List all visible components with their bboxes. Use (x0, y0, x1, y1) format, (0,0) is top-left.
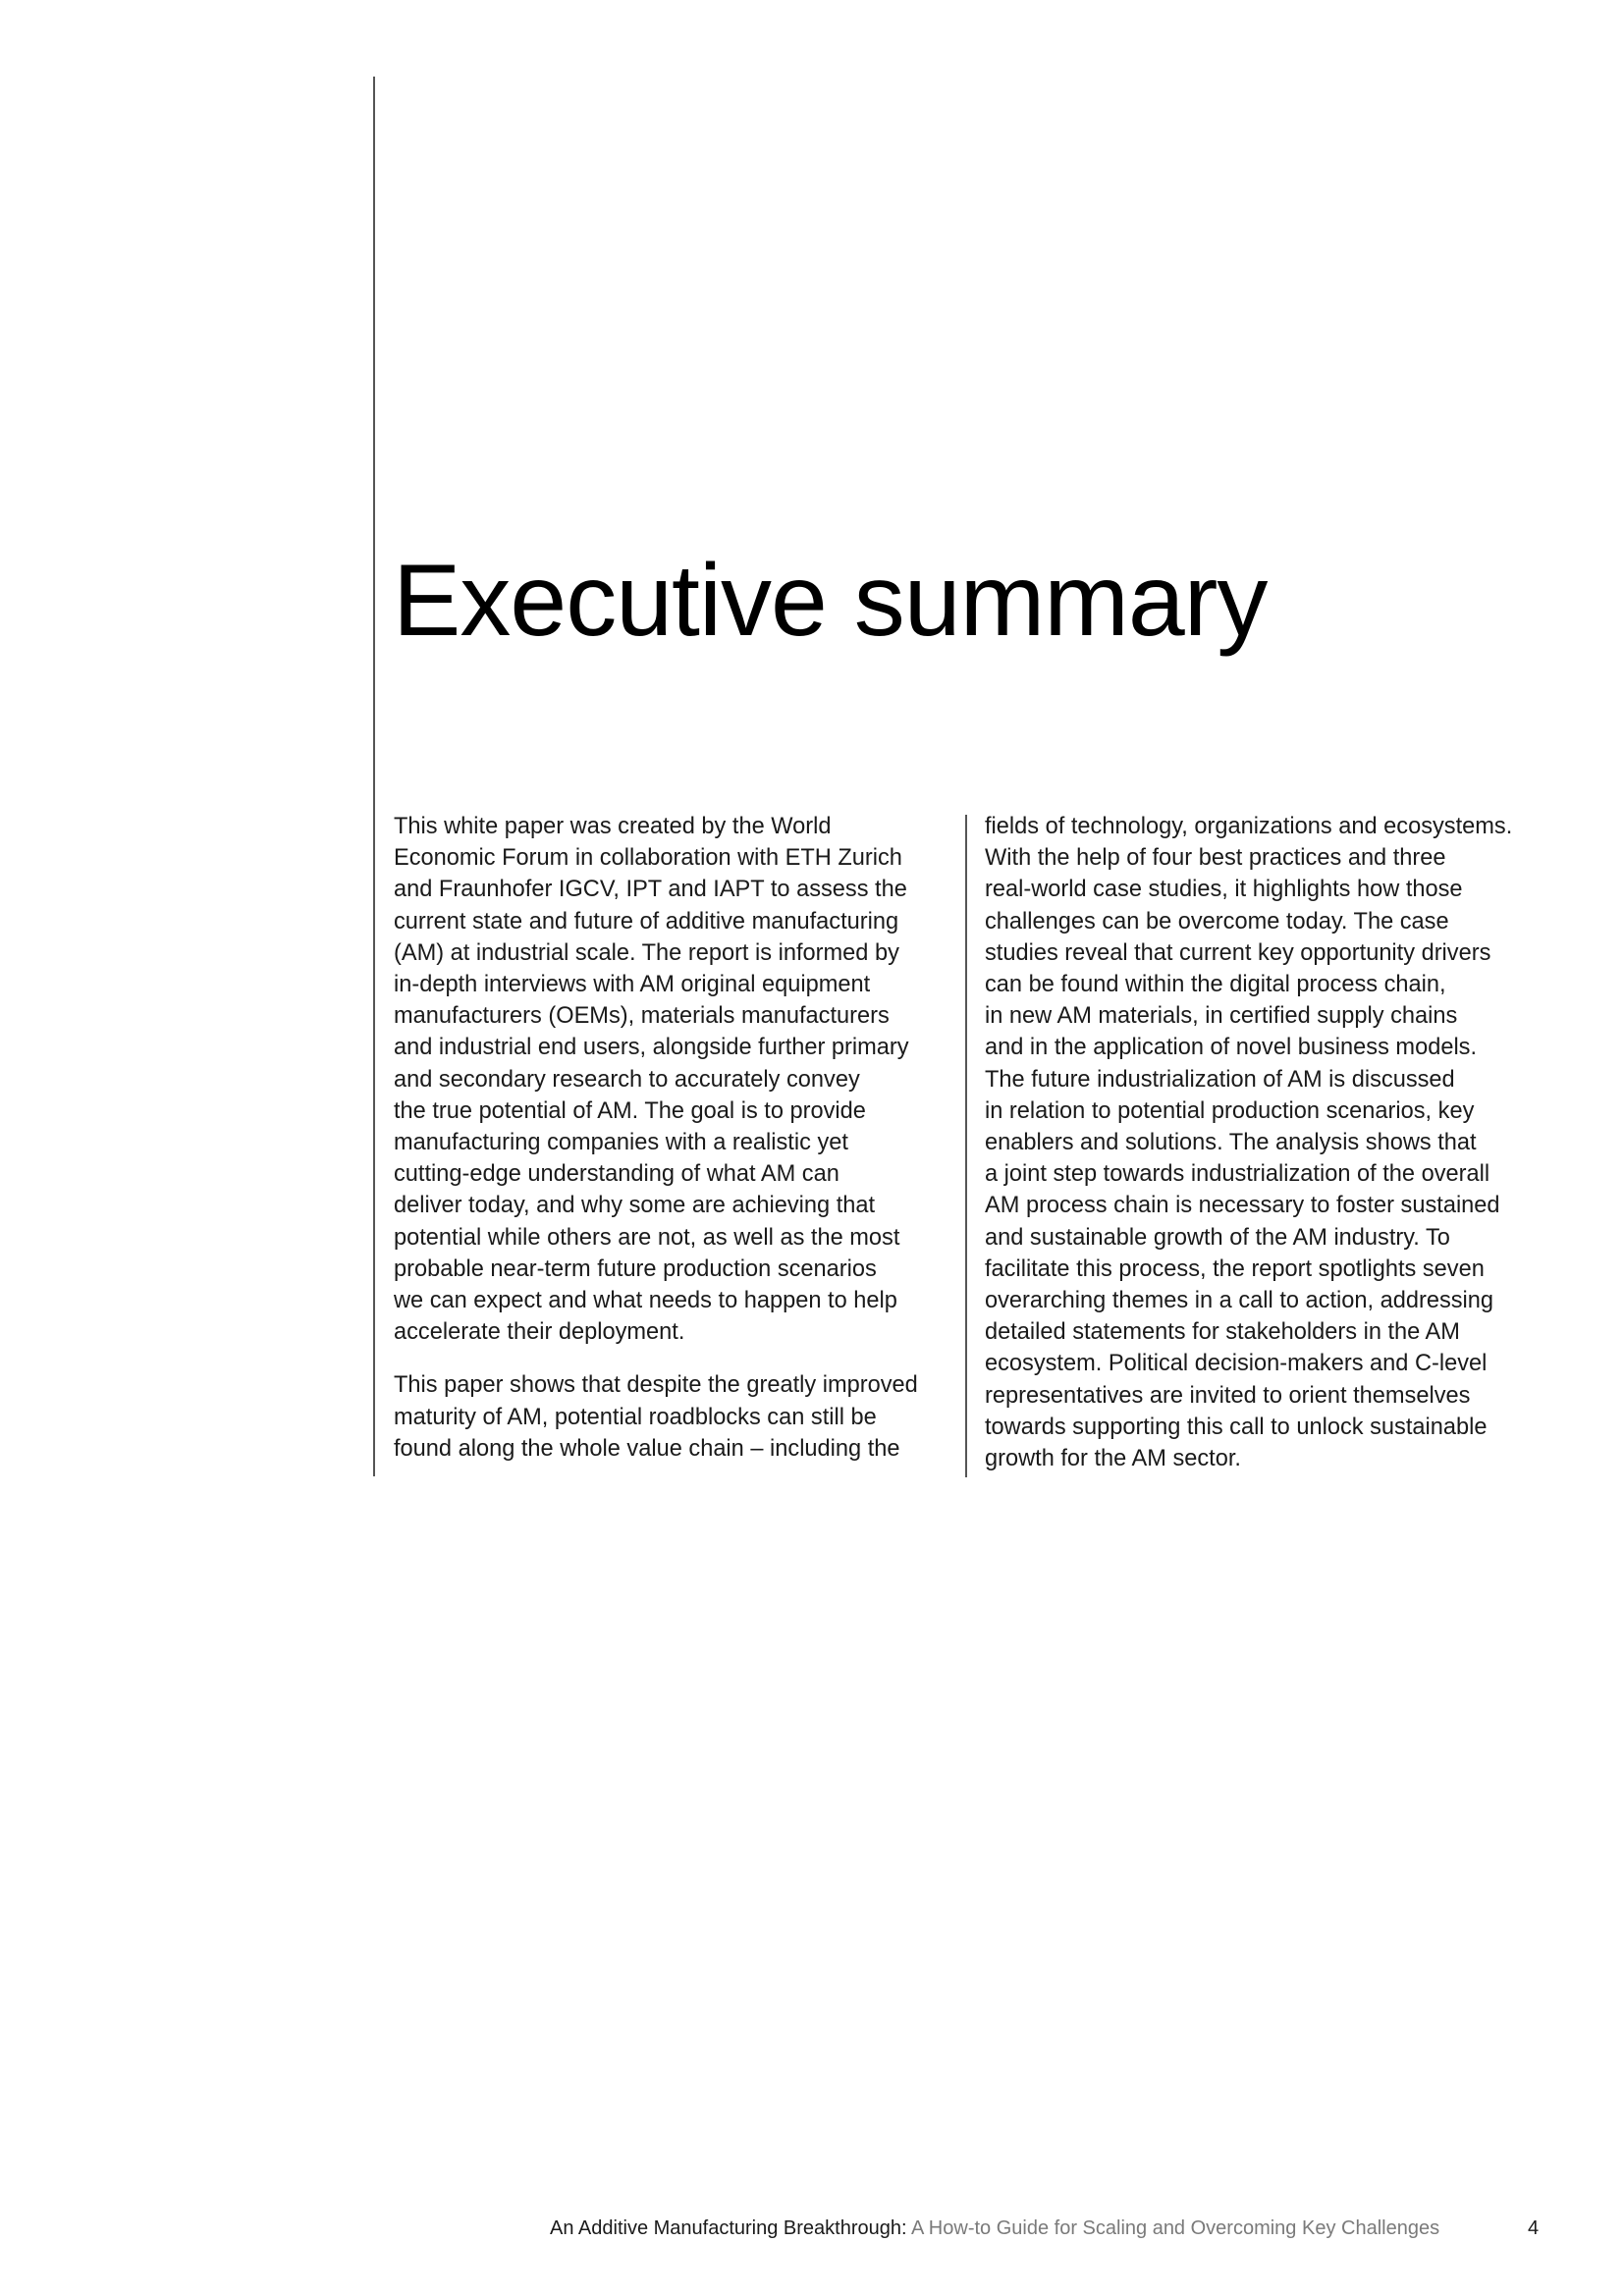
text-line: challenges can be overcome today. The case (985, 908, 1449, 934)
text-line: real-world case studies, it highlights how those (985, 877, 1463, 903)
text-line: and sustainable growth of the AM industry. To (985, 1224, 1450, 1251)
text-line: potential while others are not, as well as the most (394, 1224, 900, 1251)
text-line: current state and future of additive manufacturing (394, 908, 899, 934)
text-line: the true potential of AM. The goal is to provide (394, 1097, 866, 1124)
text-line: overarching themes in a call to action, addressing (985, 1288, 1494, 1314)
footer-report-title: An Additive Manufacturing Breakthrough: (550, 2217, 907, 2239)
text-line: (AM) at industrial scale. The report is informed by (394, 939, 899, 966)
text-line: AM process chain is necessary to foster sustained (985, 1193, 1500, 1219)
page-number: 4 (1528, 2217, 1540, 2239)
text-line: we can expect and what needs to happen to help (394, 1288, 897, 1314)
footer-report-subtitle: A How-to Guide for Scaling and Overcoming Key Challenges (906, 2217, 1440, 2239)
left-paragraph-2 (394, 1369, 961, 1465)
text-line: representatives are invited to orient themselves (985, 1382, 1471, 1409)
text-line: studies reveal that current key opportunity drivers (985, 939, 1491, 966)
text-line: manufacturing companies with a realistic yet (394, 1130, 848, 1156)
text-line: accelerate their deployment. (394, 1319, 685, 1346)
text-line: in relation to potential production scenarios, key (985, 1097, 1475, 1124)
text-line: enablers and solutions. The analysis shows that (985, 1130, 1477, 1156)
text-line: and Fraunhofer IGCV, IPT and IAPT to assess the (394, 877, 907, 903)
text-line: facilitate this process, the report spotlights seven (985, 1255, 1485, 1282)
text-line: can be found within the digital process chain, (985, 972, 1446, 998)
text-line: Economic Forum in collaboration with ETH Zurich (394, 845, 902, 872)
text-line: towards supporting this call to unlock sustainable (985, 1414, 1488, 1440)
text-line: manufacturers (OEMs), materials manufacturers (394, 1003, 890, 1030)
text-line: maturity of AM, potential roadblocks can still be (394, 1404, 877, 1430)
text-line: and in the application of novel business models. (985, 1035, 1478, 1061)
left-text-column (394, 811, 961, 1486)
text-line: probable near-term future production scenarios (394, 1255, 877, 1282)
text-line: growth for the AM sector. (985, 1446, 1241, 1472)
right-paragraph-1 (985, 811, 1559, 1474)
text-line: This white paper was created by the World (394, 814, 832, 839)
left-vertical-rule (373, 77, 375, 1476)
text-line: fields of technology, organizations and ecosystems. (985, 814, 1513, 839)
column-divider-rule (965, 815, 967, 1477)
text-line: The future industrialization of AM is discussed (985, 1066, 1455, 1093)
left-paragraph-1 (394, 811, 961, 1348)
text-line: detailed statements for stakeholders in the AM (985, 1319, 1460, 1346)
text-line: deliver today, and why some are achieving that (394, 1193, 876, 1219)
text-line: With the help of four best practices and three (985, 845, 1446, 872)
text-line: ecosystem. Political decision-makers and C-level (985, 1351, 1488, 1377)
text-line: found along the whole value chain – including the (394, 1435, 900, 1462)
text-line: and industrial end users, alongside further primary (394, 1035, 909, 1061)
page-title: Executive summary (393, 544, 1268, 658)
text-line: in new AM materials, in certified supply chains (985, 1003, 1458, 1030)
text-line: a joint step towards industrialization of the overall (985, 1161, 1490, 1188)
right-text-column (985, 811, 1559, 1496)
text-line: in-depth interviews with AM original equipment (394, 972, 871, 998)
text-line: and secondary research to accurately convey (394, 1066, 860, 1093)
running-footer (550, 2216, 1439, 2241)
text-line: cutting-edge understanding of what AM can (394, 1161, 839, 1188)
text-line: This paper shows that despite the greatly improved (394, 1372, 918, 1399)
